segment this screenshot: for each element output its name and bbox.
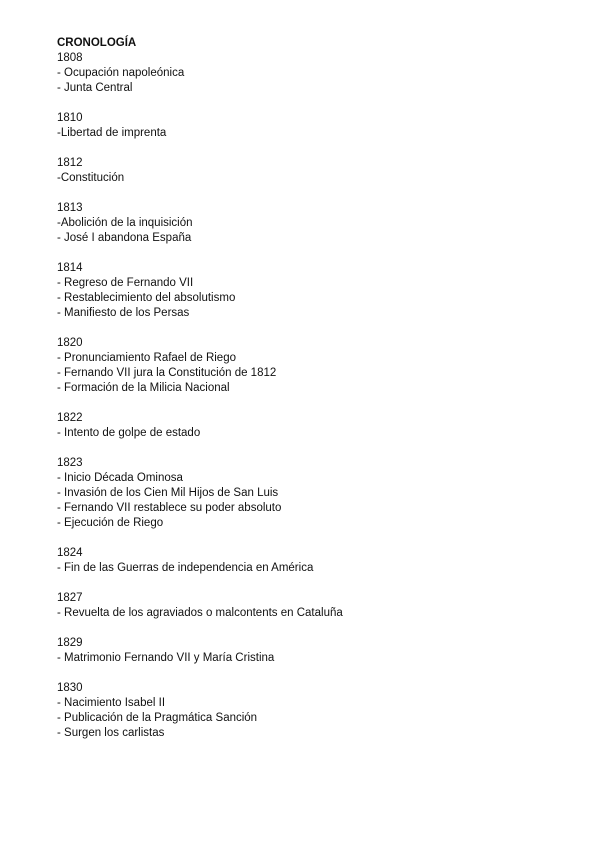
entry-item: - Restablecimiento del absolutismo xyxy=(57,292,236,304)
entry-item: - Fernando VII jura la Constitución de 1812 xyxy=(57,367,277,379)
entry-item: - Intento de golpe de estado xyxy=(57,427,201,439)
entry-item: -Abolición de la inquisición xyxy=(57,217,193,229)
chronology-entry xyxy=(57,411,557,441)
entry-year: 1814 xyxy=(57,262,83,274)
chronology-entry xyxy=(57,51,557,96)
entry-item: - Invasión de los Cien Mil Hijos de San Luis xyxy=(57,487,279,499)
entry-item: - Formación de la Milicia Nacional xyxy=(57,382,230,394)
entry-item: - Revuelta de los agraviados o malcontents en Cataluña xyxy=(57,607,343,619)
entry-year: 1830 xyxy=(57,682,83,694)
entry-item: - Regreso de Fernando VII xyxy=(57,277,194,289)
entry-year: 1829 xyxy=(57,637,83,649)
entry-item: - Ejecución de Riego xyxy=(57,517,164,529)
entry-year: 1822 xyxy=(57,412,83,424)
entry-year: 1813 xyxy=(57,202,83,214)
entry-item: - Publicación de la Pragmática Sanción xyxy=(57,712,258,724)
entry-item: - Inicio Década Ominosa xyxy=(57,472,183,484)
entry-item: - José I abandona España xyxy=(57,232,192,244)
chronology-entry xyxy=(57,636,557,666)
chronology-entry xyxy=(57,591,557,621)
entry-item: - Junta Central xyxy=(57,82,133,94)
entry-item: - Fin de las Guerras de independencia en América xyxy=(57,562,314,574)
chronology-entry xyxy=(57,681,557,741)
chronology-entry xyxy=(57,201,557,246)
entry-item: -Libertad de imprenta xyxy=(57,127,167,139)
chronology-entry xyxy=(57,156,557,186)
entry-year: 1812 xyxy=(57,157,83,169)
document-page xyxy=(57,36,557,756)
document-title: CRONOLOGÍA xyxy=(57,37,137,49)
entry-year: 1823 xyxy=(57,457,83,469)
entry-item: - Nacimiento Isabel II xyxy=(57,697,166,709)
entry-item: - Pronunciamiento Rafael de Riego xyxy=(57,352,236,364)
entry-year: 1820 xyxy=(57,337,83,349)
entry-item: - Manifiesto de los Persas xyxy=(57,307,190,319)
chronology-entry xyxy=(57,336,557,396)
chronology-entry xyxy=(57,546,557,576)
chronology-entry xyxy=(57,456,557,531)
entry-item: -Constitución xyxy=(57,172,125,184)
entry-year: 1808 xyxy=(57,52,83,64)
chronology-entry xyxy=(57,111,557,141)
entry-item: - Matrimonio Fernando VII y María Cristina xyxy=(57,652,275,664)
entry-year: 1827 xyxy=(57,592,83,604)
entry-year: 1824 xyxy=(57,547,83,559)
entry-item: - Ocupación napoleónica xyxy=(57,67,185,79)
entry-item: - Fernando VII restablece su poder absoluto xyxy=(57,502,282,514)
entry-item: - Surgen los carlistas xyxy=(57,727,165,739)
chronology-entry xyxy=(57,261,557,321)
chronology-list xyxy=(57,51,557,741)
entry-year: 1810 xyxy=(57,112,83,124)
